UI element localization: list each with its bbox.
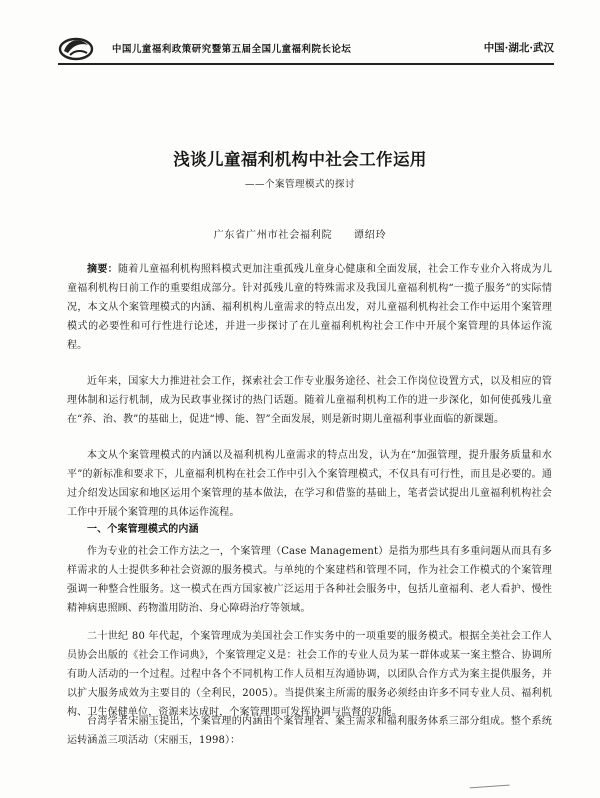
abstract: [67, 260, 552, 355]
abstract-text: 随着儿童福利机构照料模式更加注重孤残儿童身心健康和全面发展，社会工作专业介入将成为儿童福利机构日前工作的重要组成部分。针对孤残儿童的特殊需求及我国儿童福利机构“一揽子服务”的实际情况，本文从个案管理模式的内涵、福利机构儿童需求的特点出发，对儿童福利机构社会工作中运用个案管理模式的必要性和可行性进行论述，并进一步探讨了在儿童福利机构社会工作中开展个案管理的具体运作流程。: [67, 264, 552, 351]
paper-subtitle: ——个案管理模式的探讨: [244, 179, 355, 190]
forum-logo-icon: [58, 35, 94, 61]
body-paragraph: 本文从个案管理模式的内涵以及福利机构儿童需求的特点出发，认为在“加强管理，提升服务质量和水平”的新标准和要求下，儿童福利机构在社会工作中引入个案管理模式，不仅具有可行性，而且是必要的。通过介绍发达国家和地区运用个案管理的基本做法，在学习和借鉴的基础上，笔者尝试提出儿童福利机构社会工作中开展个案管理的具体运作流程。: [67, 450, 552, 518]
body-paragraph: 近年来，国家大力推进社会工作，探索社会工作专业服务途径、社会工作岗位设置方式，以及相应的管理体制和运行机制，成为民政事业探讨的热门话题。随着儿童福利机构工作的进一步深化，如何使孤残儿童在“养、治、教”的基础上，促进“博、能、智”全面发展，则是新时期儿童福利事业面临的新课题。: [67, 376, 552, 425]
paper-author: 广东省广州市社会福利院 谭绍玲: [213, 230, 387, 241]
running-header: [58, 35, 554, 65]
section-heading: 一、个案管理模式的内涵: [87, 524, 199, 535]
paper-title: 浅谈儿童福利机构中社会工作运用: [173, 150, 427, 169]
header-title: 中国儿童福利政策研究暨第五届全国儿童福利院长论坛: [112, 44, 352, 55]
body-paragraph: 作为专业的社会工作方法之一，个案管理（Case Management）是指为那些具有多重问题从而具有多样需求的人士提供多种社会资源的服务模式。与单纯的个案建档和管理不同，作为社会工作模式的个案管理强调一种整合性服务。这一模式在西方国家被广泛运用于各种社会服务中，包括儿童福利、老人看护、慢性精神病患照顾、药物滥用防治、身心障碍治疗等领域。: [67, 546, 552, 614]
header-location: 中国·湖北·武汉: [483, 42, 554, 54]
abstract-label: 摘要：: [87, 264, 119, 275]
body-paragraph: 台湾学者宋丽玉提出，个案管理的内涵由个案管理者、案主需求和福利服务体系三部分组成。整个系统运转涵盖三项活动（宋丽玉，1998）：: [67, 716, 552, 746]
body-paragraph: 二十世纪 80 年代起，个案管理成为美国社会工作实务中的一项重要的服务模式。根据全美社会工作人员协会出版的《社会工作词典》，个案管理定义是：社会工作的专业人员为某一群体或某一案主整合、协调所有助人活动的一个过程。过程中各个不同机构工作人员相互沟通协调，以团队合作方式为案主提供服务，并以扩大服务成效为主要目的（全利民，2005）。当提供案主所需的服务必须经由许多不同专业人员、福利机构、卫生保健单位，资源来达成时，个案管理即可发挥协调与监督的功能。: [67, 631, 552, 718]
